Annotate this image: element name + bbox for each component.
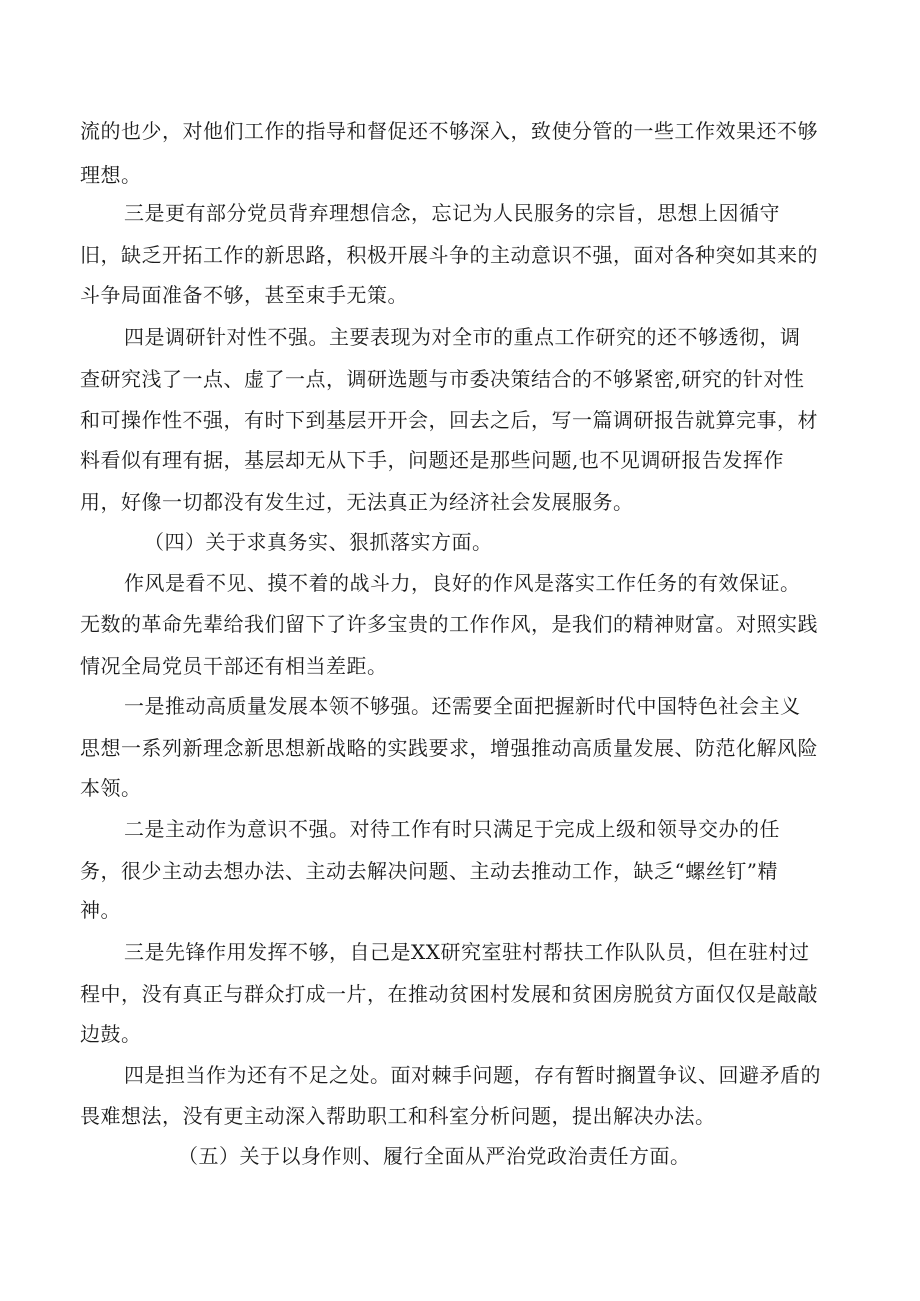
text-line: 情况全局党员干部还有相当差距。 [80, 654, 388, 678]
text-line: 斗争局面准备不够，甚至束手无策。 [80, 283, 408, 307]
text-line: 三是先锋作用发挥不够，自己是XX研究室驻村帮扶工作队队员，但在驻村过 [124, 940, 810, 964]
text-line: 神。 [80, 898, 121, 922]
text-line: 畏难想法，没有更主动深入帮助职工和科室分析问题，提出解决办法。 [80, 1104, 716, 1128]
text-line: 程中，没有真正与群众打成一片，在推动贫困村发展和贫困房脱贫方面仅仅是敲敲 [80, 982, 818, 1006]
text-line: 思想一系列新理念新思想新战略的实践要求，增强推动高质量发展、防范化解风险 [80, 736, 818, 760]
text-line: 四是担当作为还有不足之处。面对棘手问题，存有暂时搁置争议、回避矛盾的 [124, 1063, 821, 1087]
text-line: 本领。 [80, 776, 142, 800]
section-heading: （四）关于求真务实、狠抓落实方面。 [144, 530, 493, 554]
text-line: 料看似有理有据，基层却无从下手，问题还是那些问题,也不见调研报告发挥作 [80, 448, 784, 472]
text-line: 和可操作性不强，有时下到基层开开会，回去之后，写一篇调研报告就算完事，材 [80, 408, 818, 432]
text-line: 无数的革命先辈给我们留下了许多宝贵的工作作风，是我们的精神财富。对照实践 [80, 612, 818, 636]
text-line: 一是推动高质量发展本领不够强。还需要全面把握新时代中国特色社会主义 [124, 694, 801, 718]
text-line: 三是更有部分党员背弃理想信念，忘记为人民服务的宗旨，思想上因循守 [124, 201, 780, 225]
text-line: 务，很少主动去想办法、主动去解决问题、主动去推动工作，缺乏“螺丝钉”精 [80, 859, 778, 883]
text-line: 旧，缺乏开拓工作的新思路，积极开展斗争的主动意识不强，面对各种突如其来的 [80, 243, 818, 267]
text-line: 边鼓。 [80, 1022, 142, 1046]
text-line: 流的也少，对他们工作的指导和督促还不够深入，致使分管的一些工作效果还不够 [80, 119, 818, 143]
section-heading: （五）关于以身作则、履行全面从严治党政治责任方面。 [178, 1144, 691, 1168]
text-line: 查研究浅了一点、虚了一点，调研选题与市委决策结合的不够紧密,研究的针对性 [80, 367, 805, 391]
text-line: 用，好像一切都没有发生过，无法真正为经济社会发展服务。 [80, 490, 634, 514]
text-line: 四是调研针对性不强。主要表现为对全市的重点工作研究的还不够透彻，调 [124, 325, 801, 349]
text-line: 作风是看不见、摸不着的战斗力，良好的作风是落实工作任务的有效保证。 [124, 571, 801, 595]
text-line: 二是主动作为意识不强。对待工作有时只满足于完成上级和领导交办的任 [124, 817, 780, 841]
text-line: 理想。 [80, 163, 142, 187]
